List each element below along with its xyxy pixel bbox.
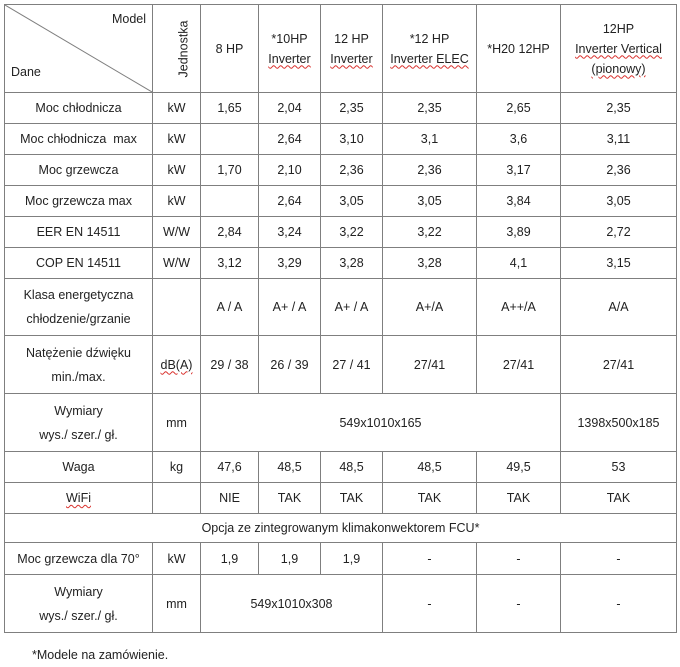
row-fcu-moc-grzewcza-70 (5, 543, 677, 575)
cell: 3,29 (259, 248, 321, 279)
row-moc-grzewcza (5, 155, 677, 186)
cell: 3,28 (321, 248, 383, 279)
cell: 3,17 (477, 155, 561, 186)
row-wifi (5, 483, 677, 514)
cell: 2,64 (259, 186, 321, 217)
cell: TAK (259, 483, 321, 514)
cell: 3,11 (561, 124, 677, 155)
cell: 27/41 (561, 336, 677, 394)
cell: TAK (561, 483, 677, 514)
cell (201, 124, 259, 155)
row-unit (153, 279, 201, 336)
cell: 2,36 (561, 155, 677, 186)
cell: A++/A (477, 279, 561, 336)
row-moc-grzewcza-max (5, 186, 677, 217)
cell: 3,05 (383, 186, 477, 217)
row-unit: dB(A) (153, 336, 201, 394)
header-dane-label: Dane (11, 65, 41, 79)
fcu-merged-dimensions-cell: 549x1010x308 (201, 575, 383, 633)
cell: 2,65 (477, 93, 561, 124)
cell: 49,5 (477, 452, 561, 483)
row-label: WiFi (5, 483, 153, 514)
cell (201, 186, 259, 217)
cell: 29 / 38 (201, 336, 259, 394)
cell: 1,70 (201, 155, 259, 186)
row-unit: W/W (153, 217, 201, 248)
cell: 47,6 (201, 452, 259, 483)
header-model-3: 12 HP Inverter (321, 5, 383, 93)
header-model-5: *H20 12HP (477, 5, 561, 93)
cell: 27/41 (477, 336, 561, 394)
cell: 48,5 (259, 452, 321, 483)
cell: A+ / A (321, 279, 383, 336)
row-label: Wymiary wys./ szer./ gł. (5, 394, 153, 452)
cell: 3,05 (561, 186, 677, 217)
row-label: Klasa energetyczna chłodzenie/grzanie (5, 279, 153, 336)
cell: 3,6 (477, 124, 561, 155)
header-model-1: 8 HP (201, 5, 259, 93)
row-unit: kW (153, 124, 201, 155)
row-unit: mm (153, 394, 201, 452)
row-label: Natężenie dźwięku min./max. (5, 336, 153, 394)
cell: 2,35 (383, 93, 477, 124)
cell: 3,12 (201, 248, 259, 279)
cell: 2,72 (561, 217, 677, 248)
cell: 2,35 (561, 93, 677, 124)
cell: - (477, 575, 561, 633)
cell: - (383, 575, 477, 633)
cell: TAK (321, 483, 383, 514)
row-unit: kg (153, 452, 201, 483)
row-label: Moc chłodnicza (5, 93, 153, 124)
row-unit: mm (153, 575, 201, 633)
row-label: Waga (5, 452, 153, 483)
row-label: Moc grzewcza dla 70° (5, 543, 153, 575)
cell: 1,9 (201, 543, 259, 575)
cell: 3,1 (383, 124, 477, 155)
header-jednostka-label: Jednostka (176, 20, 191, 77)
cell: 27/41 (383, 336, 477, 394)
cell: A/A (561, 279, 677, 336)
row-unit: kW (153, 155, 201, 186)
row-fcu-wymiary (5, 575, 677, 633)
cell: - (561, 543, 677, 575)
row-waga (5, 452, 677, 483)
cell: 3,28 (383, 248, 477, 279)
cell: 48,5 (321, 452, 383, 483)
header-corner-cell (5, 5, 153, 93)
row-moc-chlodnicza-max (5, 124, 677, 155)
spec-table (4, 4, 677, 633)
cell: NIE (201, 483, 259, 514)
cell: 2,36 (383, 155, 477, 186)
row-label: Moc grzewcza (5, 155, 153, 186)
cell: 2,10 (259, 155, 321, 186)
cell: - (561, 575, 677, 633)
cell: 4,1 (477, 248, 561, 279)
cell: 3,22 (321, 217, 383, 248)
cell: TAK (383, 483, 477, 514)
row-label: EER EN 14511 (5, 217, 153, 248)
cell: 3,24 (259, 217, 321, 248)
row-halas (5, 336, 677, 394)
cell: 1,9 (321, 543, 383, 575)
cell: 3,15 (561, 248, 677, 279)
cell: 2,84 (201, 217, 259, 248)
row-fcu-title (5, 514, 677, 543)
row-eer (5, 217, 677, 248)
row-unit: kW (153, 93, 201, 124)
cell: - (477, 543, 561, 575)
header-model-2: *10HP Inverter (259, 5, 321, 93)
header-model-label: Model (111, 12, 146, 26)
footnote: *Modele na zamówienie. (32, 648, 169, 662)
cell: 2,35 (321, 93, 383, 124)
row-klasa (5, 279, 677, 336)
cell: 1,9 (259, 543, 321, 575)
cell: 26 / 39 (259, 336, 321, 394)
header-unit-cell (153, 5, 201, 93)
cell: 3,22 (383, 217, 477, 248)
cell: 3,89 (477, 217, 561, 248)
merged-dimensions-cell: 549x1010x165 (201, 394, 561, 452)
cell: 3,84 (477, 186, 561, 217)
fcu-section-title: Opcja ze zintegrowanym klimakonwektorem FCU* (5, 514, 677, 543)
header-row (5, 5, 677, 93)
vertical-dimensions-cell: 1398x500x185 (561, 394, 677, 452)
cell: - (383, 543, 477, 575)
row-label: Moc chłodnicza max (5, 124, 153, 155)
row-wymiary (5, 394, 677, 452)
cell: A+/A (383, 279, 477, 336)
cell: 2,64 (259, 124, 321, 155)
cell: 48,5 (383, 452, 477, 483)
row-unit (153, 483, 201, 514)
cell: 2,04 (259, 93, 321, 124)
cell: A / A (201, 279, 259, 336)
row-unit: kW (153, 543, 201, 575)
header-model-4: *12 HP Inverter ELEC (383, 5, 477, 93)
cell: 2,36 (321, 155, 383, 186)
row-label: Wymiary wys./ szer./ gł. (5, 575, 153, 633)
row-unit: W/W (153, 248, 201, 279)
cell: TAK (477, 483, 561, 514)
row-label: Moc grzewcza max (5, 186, 153, 217)
cell: 1,65 (201, 93, 259, 124)
row-unit: kW (153, 186, 201, 217)
cell: 3,05 (321, 186, 383, 217)
row-label: COP EN 14511 (5, 248, 153, 279)
cell: 53 (561, 452, 677, 483)
row-moc-chlodnicza (5, 93, 677, 124)
header-model-6: 12HP Inverter Vertical (pionowy) (561, 5, 677, 93)
row-cop (5, 248, 677, 279)
cell: A+ / A (259, 279, 321, 336)
cell: 27 / 41 (321, 336, 383, 394)
cell: 3,10 (321, 124, 383, 155)
